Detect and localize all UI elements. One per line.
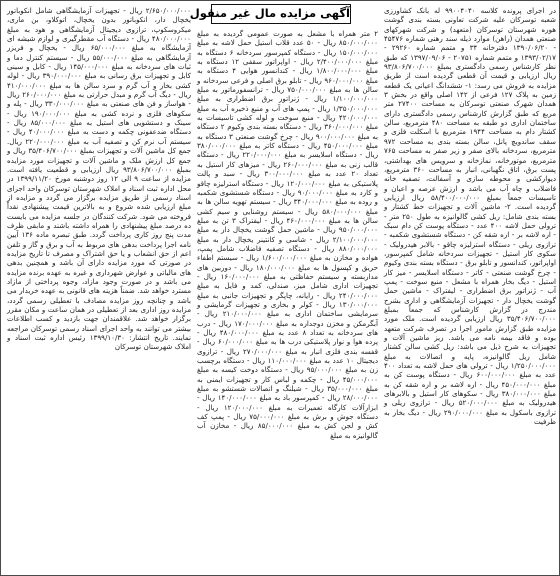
notice-column-right-text: در اجرای پرونده کلاسه ۹۹۰۰۴۰۴۰ له بانک کشاورزی شعبه توسرکان علیه شرکت تعاونی بسته بندی گوشت هوره شهرستان توسرکان (متعهد) و شرکت شهرکهای صنعتی همدان (راهن) موارد ذیله سند رهنی شماره ۴۵۴۷۶ - ۱۳۹۰/۰۶/۲۰ دفترخانه ۳۴ و متمم شماره ۲۹۲۶۰ - ۱۳۹۳/۰۲/۱۷ و متمم شماره ۲۰۷۵۱ - ۱۳۹۷/۰۹/۰۶ که طبق نظر کارشناس رسمی دادگستری بمبلغ ۹۳/۸۰۶/۷۰۰/۰۰۰ ریال ارزیابی و قیمت آن قطعی گردیده است از طریق مزایده به فروش می رسد: ۱- ششدانگ اعیانی یک قطعه زمین به پلاک ۱۲۷ فرعی از ۱۴۲ اصلی واقع در بخش ۳ همدان شهرک صنعتی توسرکان به مساحت ۲۷۴۰۰ متر مربع که طبق گزارش کارشناس رسمی دادگستری دارای ساختمان اداری دو طبقه به مساحت ۴۸۰ مترمربع، سالن کشتار دام به مساحت ۱۹۴۴ مترمربع با اسکلت فلزی و سقف ساندویچ پانل، سالن بسته بندی به مساحت ۹۷۲ مترمربع، سردخانه بالای صفر و زیر صفر به مساحت ۷۶۵ مترمربع، موتورخانه، نمازخانه و سرویس های بهداشتی، پست برق، اتاق نگهبانی، انبار به مساحت ۳۶۰ مترمربع، دیوارکشی و محوطه سازی و آسفالت، تصفیه خانه فاضلاب و چاه آب می باشد و ارزش عرصه و اعیان و تاسیسات جمعاً بمبلغ ۵۸/۴۰۰/۰۰۰/۰۰۰ ریال ارزیابی گردیده است. ۲- ماشین آلات و تجهیزات خط کشتار و بسته بندی شامل: ریل کشی گالوانیزه به طول ۲۵۰ متر - ترولی حمل لاشه ۴۰۰ عدد - دستگاه پوست کن دام سبک - اره لاشه بر - اره شقه کن - دستگاه شستشوی شکمبه - ترازوی ریلی - دستگاه استرلیزه چاقو - بالابر هیدرولیک - سکوی کار استیل - تجهیزات سردخانه شامل کمپرسور، اواپراتور، کندانسور و تابلو برق - دستگاه بسته بندی وکیوم - چرخ گوشت صنعتی - کاتر - دستگاه اسلایسر - میز کار استیل - دیگ بخار همراه با مشعل - منبع سوخت - پمپ آب - ژنراتور برق اضطراری - لیفتراک - ماشین حمل گوشت یخچال دار - تجهیزات آزمایشگاهی و اداری بشرح مندرج در گزارش کارشناس که جمعاً بمبلغ ۳۵/۴۰۶/۷۰۰/۰۰۰ ریال ارزیابی گردیده است. ملک مورد مزایده طبق گزارش مامور اجرا در تصرف شرکت متعهد بوده و فاقد بیمه نامه می باشد. ریز ماشین آلات و تجهیزات به شرح ذیل می باشد: ریل کشی سالن کشتار شامل ریل گالوانیزه، پایه و اتصالات به مبلغ ۱/۲۵۰/۰۰۰/۰۰۰ ریال - ترولی های حمل لاشه به تعداد ۴۰۰ عدد به مبلغ ۶۰۰/۰۰۰/۰۰۰ ریال - دستگاه پوست کن به مبلغ ۴۵۰/۰۰۰/۰۰۰ ریال - اره لاشه بر و اره شقه کن به مبلغ ۳۸۰/۰۰۰/۰۰۰ ریال - سکوهای کار استیل و بالابرهای هیدرولیک به مبلغ ۵۲۰/۰۰۰/۰۰۰ ریال - ترازوی ریلی و ترازوی باسکول به مبلغ ۲۹۰/۰۰۰/۰۰۰ ریال - دیگ بخار به ظرفیت — [384, 6, 557, 427]
notice-column-left-text: ۲/۶۵۰/۰۰۰/۰۰۰ ریال - تجهیزات آزمایشگاهی شامل انکوباتور یخچال دار، انکوباتور بدون یخچال، اتوکلاو، بن ماری، میکروسکوپ، ترازوی دیجیتال آزمایشگاهی و هود به مبلغ ۴۸۰/۰۰۰/۰۰۰ ریال - دستگاه آب مقطرگیری و لوازم شیشه ای آزمایشگاه به مبلغ ۶۵/۰۰۰/۰۰۰ ریال - یخچال و فریزر آزمایشگاهی به مبلغ ۵۵/۰۰۰/۰۰۰ ریال - سیستم کنترل دما و ثبات های سردخانه به مبلغ ۱۴۵/۰۰۰/۰۰۰ ریال - کابل و سینی کابل و تجهیزات برق رسانی به مبلغ ۳۹۰/۰۰۰/۰۰۰ ریال - لوله کشی بخار و آب گرم و سرد سالن ها به مبلغ ۴۱۰/۰۰۰/۰۰۰ ریال - دیگ آب گرم و مبدل حرارتی به مبلغ ۲۶۰/۰۰۰/۰۰۰ ریال - هواساز و فن های صنعتی به مبلغ ۳۳۰/۰۰۰/۰۰۰ ریال - پله و سکوهای فلزی و نرده کشی به مبلغ ۱۹۰/۰۰۰/۰۰۰ ریال - سینک و دستشویی های استیل به مبلغ ۸۵/۰۰۰/۰۰۰ ریال - دستگاه ضدعفونی چکمه و دست به مبلغ ۴۰/۰۰۰/۰۰۰ ریال - سیستم آب نرم کن و تصفیه آب به مبلغ ۲۲۰/۰۰۰/۰۰۰ ریال. جمع کل ماشین آلات و تجهیزات بمبلغ ۳۵/۴۰۶/۷۰۰/۰۰۰ ریال و جمع کل ارزش ملک و ماشین آلات و تجهیزات مورد مزایده بمبلغ ۹۳/۸۰۶/۷۰۰/۰۰۰ ریال ارزیابی و قطعیت یافته است. مزایده از ساعت ۹ الی ۱۲ روز دوشنبه مورخ ۱۳۹۹/۱۱/۲۰ در محل اداره ثبت اسناد و املاک شهرستان توسرکان واحد اجرای اسناد رسمی از طریق مزایده برگزار می گردد و مزایده از مبلغ ارزیابی شده شروع و به بالاترین قیمت پیشنهادی نقداً فروخته می شود. شرکت کنندگان در جلسه مزایده می بایست ده درصد مبلغ پیشنهادی را همراه داشته باشند و مابقی ظرف مدت پنج روز کاری پرداخت گردد. طبق تبصره ماده ۱۳۶ آیین نامه اجرا پرداخت بدهی های مربوط به آب و برق و گاز و تلفن اعم از حق انشعاب و یا حق اشتراک و مصرف تا تاریخ مزایده در صورتی که مورد مزایده دارای آن باشد و همچنین بدهی های مالیاتی و عوارض شهرداری و غیره به عهده برنده مزایده می باشد و در صورت وجود مازاد، وجوه پرداختی از مازاد مسترد خواهد شد. ضمناً هزینه های قانونی به عهده خریدار می باشد و چنانچه روز مزایده مصادف با تعطیلی رسمی گردد، مزایده روز اداری بعد از تعطیلی در همان ساعت و مکان مقرر برگزار خواهد شد. علاقمندان جهت بازدید و کسب اطلاعات بیشتر می توانند به واحد اجرای اسناد رسمی توسرکان مراجعه نمایند. تاریخ انتشار: ۱۳۹۹/۱۰/۳۰ رئیس اداره ثبت اسناد و املاک شهرستان توسرکان — [7, 6, 192, 352]
notice-title: آگهی مزایده مال غیر منقول — [211, 4, 351, 24]
notice-column-middle-text: ۲ متر همراه با مشعل به صورت عمومی گردیده به مبلغ ۸۵۰/۰۰۰/۰۰۰ ریال - ۵۰ عدد قلاب استیل حمل لاشه به مبلغ ۱۵۰/۰۰۰/۰۰۰ ریال - دستگاه کمپرسور سردخانه ۶ دستگاه به مبلغ ۲/۴۰۰/۰۰۰/۰۰۰ ریال - اواپراتور سقفی ۱۲ دستگاه به مبلغ ۱/۸۰۰/۰۰۰/۰۰۰ ریال - کندانسور هوایی ۴ دستگاه به مبلغ ۹۶۰/۰۰۰/۰۰۰ ریال - تابلو برق اصلی و فرعی سردخانه و سالن ها به مبلغ ۷۵۰/۰۰۰/۰۰۰ ریال - ترانسفورماتور به مبلغ ۱/۱۰۰/۰۰۰/۰۰۰ ریال - ژنراتور برق اضطراری به مبلغ ۱/۳۵۰/۰۰۰/۰۰۰ ریال - پمپ های آب و منبع ذخیره آب به مبلغ ۴۲۰/۰۰۰/۰۰۰ ریال - منبع سوخت و لوله کشی تاسیسات به مبلغ ۳۶۰/۰۰۰/۰۰۰ ریال - دستگاه بسته بندی وکیوم ۲ دستگاه به مبلغ ۹۰۰/۰۰۰/۰۰۰ ریال - چرخ گوشت صنعتی ۳ دستگاه به مبلغ ۴۵۰/۰۰۰/۰۰۰ ریال - دستگاه کاتر به مبلغ ۳۸۰/۰۰۰/۰۰۰ ریال - دستگاه اسلایسر به مبلغ ۲۲۰/۰۰۰/۰۰۰ ریال - دستگاه قالب زنی به مبلغ ۲۶۰/۰۰۰/۰۰۰ ریال - میزهای کار استیل به تعداد ۲۰ عدد به مبلغ ۳۰۰/۰۰۰/۰۰۰ ریال - سبد و پالت پلاستیکی به مبلغ ۱۲۰/۰۰۰/۰۰۰ ریال - دستگاه استرلیزه چاقو و کارد به مبلغ ۹۰/۰۰۰/۰۰۰ ریال - دستگاه شستشوی شکمبه و روده به مبلغ ۳۴۰/۰۰۰/۰۰۰ ریال - سیستم تهویه سالن ها به مبلغ ۵۸۰/۰۰۰/۰۰۰ ریال - سیستم روشنایی و سیم کشی سالن ها به مبلغ ۴۶۰/۰۰۰/۰۰۰ ریال - لیفتراک ۳ تن به مبلغ ۹۵۰/۰۰۰/۰۰۰ ریال - ماشین حمل گوشت یخچال دار به مبلغ ۲/۱۰۰/۰۰۰/۰۰۰ ریال - شاسی و کانتینر یخچال دار به مبلغ ۸۸۰/۰۰۰/۰۰۰ ریال - دستگاه تصفیه فاضلاب شامل پمپ، هواده و مخازن به مبلغ ۱/۶۰۰/۰۰۰/۰۰۰ ریال - سیستم اطفاء حریق و کپسول ها به مبلغ ۱۸۰/۰۰۰/۰۰۰ ریال - دوربین های مداربسته و سیستم حفاظتی به مبلغ ۱۶۰/۰۰۰/۰۰۰ ریال - تجهیزات اداری شامل میز، صندلی، کمد و فایل به مبلغ ۲۴۰/۰۰۰/۰۰۰ ریال - رایانه، چاپگر و تجهیزات جانبی به مبلغ ۱۳۰/۰۰۰/۰۰۰ ریال - کولر و بخاری و تجهیزات گرمایشی و سرمایشی ساختمان اداری به مبلغ ۲۱۰/۰۰۰/۰۰۰ ریال - آبگرمکن و مخزن دوجداره به مبلغ ۱۷۰/۰۰۰/۰۰۰ ریال - درب های سردخانه به تعداد ۸ عدد به مبلغ ۴۸۰/۰۰۰/۰۰۰ ریال - پرده هوا و نوار پلاستیکی درب ها به مبلغ ۶۰/۰۰۰/۰۰۰ ریال - قفسه بندی فلزی انبار به مبلغ ۲۷۰/۰۰۰/۰۰۰ ریال - ترازوی دیجیتال ۱۰ عدد به مبلغ ۱۱۰/۰۰۰/۰۰۰ ریال - دستگاه برچسب زن به مبلغ ۹۵/۰۰۰/۰۰۰ ریال - دستگاه دوخت کیسه به مبلغ ۴۵/۰۰۰/۰۰۰ ریال - چکمه و لباس کار و تجهیزات ایمنی به مبلغ ۳۵/۰۰۰/۰۰۰ ریال - شیلنگ و اتصالات شستشو به مبلغ ۲۸/۰۰۰/۰۰۰ ریال - کمپرسور باد به مبلغ ۱۴۰/۰۰۰/۰۰۰ ریال - ابزارآلات کارگاه تعمیرات به مبلغ ۱۲۰/۰۰۰/۰۰۰ ریال - دستگاه جوش و برش به مبلغ ۷۵/۰۰۰/۰۰۰ ریال - پمپ کف کش و لجن کش به مبلغ ۸۵/۰۰۰/۰۰۰ ریال - مخازن آب گالوانیزه به مبلغ — [197, 29, 379, 440]
notice-column-middle — [197, 29, 378, 572]
notice-column-right — [384, 6, 556, 572]
notice-column-left — [7, 6, 191, 572]
